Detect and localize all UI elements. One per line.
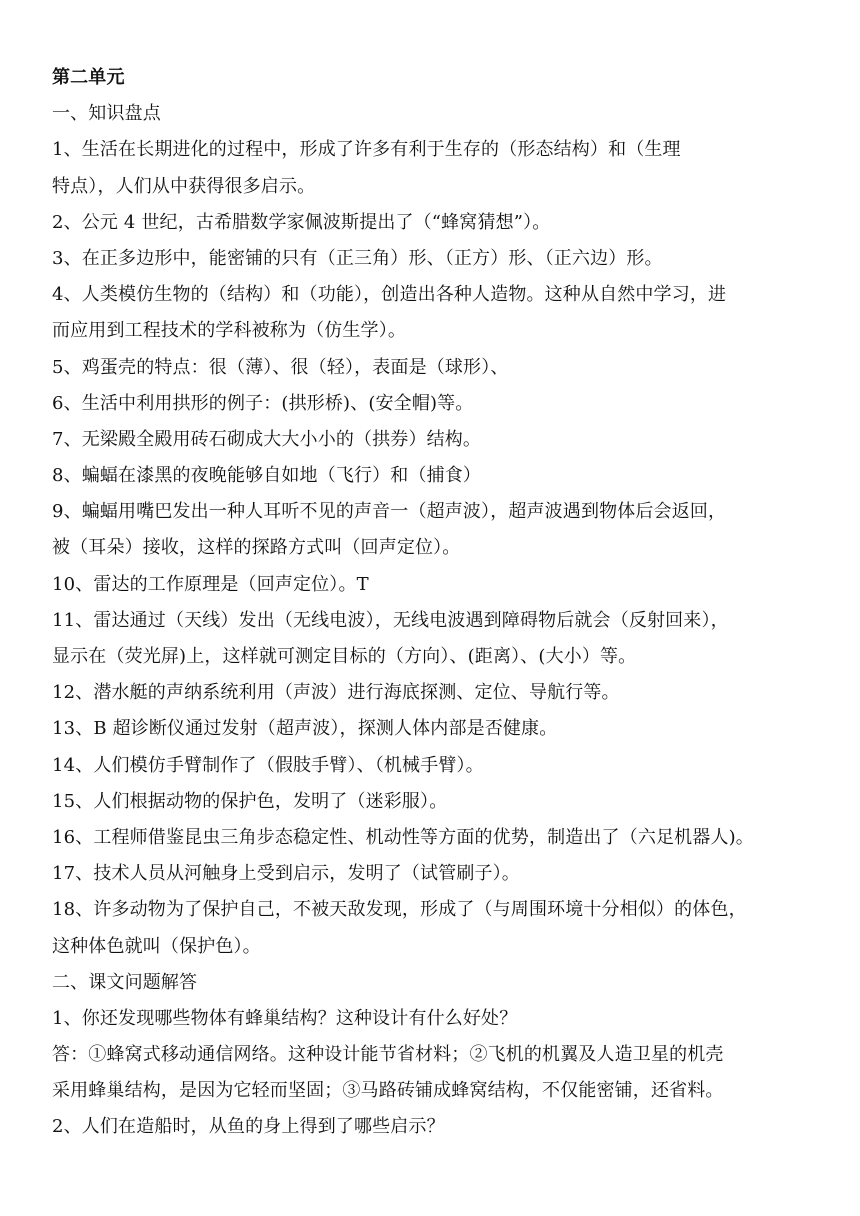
text-line: 而应用到工程技术的学科被称为（仿生学）。 bbox=[52, 320, 406, 342]
text-line: 6、生活中利用拱形的例子：(拱形桥)、(安全帽)等。 bbox=[52, 392, 474, 414]
text-line: 1、生活在长期进化的过程中，形成了许多有利于生存的（形态结构）和（生理 bbox=[52, 139, 681, 161]
text-line: 14、人们模仿手臂制作了（假肢手臂）、（机械手臂）。 bbox=[52, 754, 484, 776]
text-line: 9、蝙蝠用嘴巴发出一种人耳听不见的声音一（超声波），超声波遇到物体后会返回， bbox=[52, 501, 727, 523]
document-content bbox=[52, 60, 822, 1146]
text-line: 4、人类模仿生物的（结构）和（功能），创造出各种人造物。这种从自然中学习，进 bbox=[52, 284, 727, 306]
question-line: 1、你还发现哪些物体有蜂巢结构？这种设计有什么好处？ bbox=[52, 1007, 518, 1029]
text-line: 7、无梁殿全殿用砖石砌成大大小小的（拱券）结构。 bbox=[52, 428, 482, 450]
text-line: 16、工程师借鉴昆虫三角步态稳定性、机动性等方面的优势，制造出了（六足机器人)。 bbox=[52, 826, 754, 848]
text-line: 10、雷达的工作原理是（回声定位）。T bbox=[52, 573, 369, 595]
text-line: 显示在（荧光屏)上，这样就可测定目标的（方向）、(距离）、(大小）等。 bbox=[52, 646, 637, 667]
text-line: 这种体色就叫（保护色）。 bbox=[52, 935, 261, 957]
section-heading-qa: 二、课文问题解答 bbox=[52, 971, 198, 993]
text-line: 2、公元 4 世纪，古希腊数学家佩波斯提出了（“蜂窝猜想”）。 bbox=[52, 211, 551, 233]
text-line: 3、在正多边形中，能密铺的只有（正三角）形、（正方）形、（正六边）形。 bbox=[52, 247, 663, 269]
text-line: 特点），人们从中获得很多启示。 bbox=[52, 175, 316, 197]
question-line: 2、人们在造船时，从鱼的身上得到了哪些启示？ bbox=[52, 1116, 445, 1138]
text-line: 5、鸡蛋壳的特点：很（薄）、很（轻），表面是（球形）、 bbox=[52, 356, 509, 378]
text-line: 11、雷达通过（天线）发出（无线电波），无线电波遇到障碍物后就会（反射回来）， bbox=[52, 609, 729, 631]
unit-title: 第二单元 bbox=[52, 67, 125, 88]
text-line: 15、人们根据动物的保护色，发明了（迷彩服）。 bbox=[52, 790, 448, 812]
text-line: 8、蝙蝠在漆黑的夜晚能够自如地（飞行）和（捕食） bbox=[52, 465, 482, 487]
text-line: 13、B 超诊断仪通过发射（超声波），探测人体内部是否健康。 bbox=[52, 718, 558, 740]
text-line: 17、技术人员从河触身上受到启示，发明了（试管刷子）。 bbox=[52, 863, 520, 885]
answer-line: 采用蜂巢结构，是因为它轻而坚固；③马路砖铺成蜂窝结构，不仅能密铺，还省料。 bbox=[52, 1080, 724, 1102]
text-line: 18、许多动物为了保护自己，不被天敌发现，形成了（与周围环境十分相似）的体色， bbox=[52, 899, 747, 921]
answer-line: 答：①蜂窝式移动通信网络。这种设计能节省材料；②飞机的机翼及人造卫星的机壳 bbox=[52, 1044, 724, 1066]
text-line: 被（耳朵）接收，这样的探路方式叫（回声定位）。 bbox=[52, 537, 461, 559]
section-heading-knowledge: 一、知识盘点 bbox=[52, 103, 161, 125]
text-line: 12、潜水艇的声纳系统利用（声波）进行海底探测、定位、导航行等。 bbox=[52, 682, 620, 704]
